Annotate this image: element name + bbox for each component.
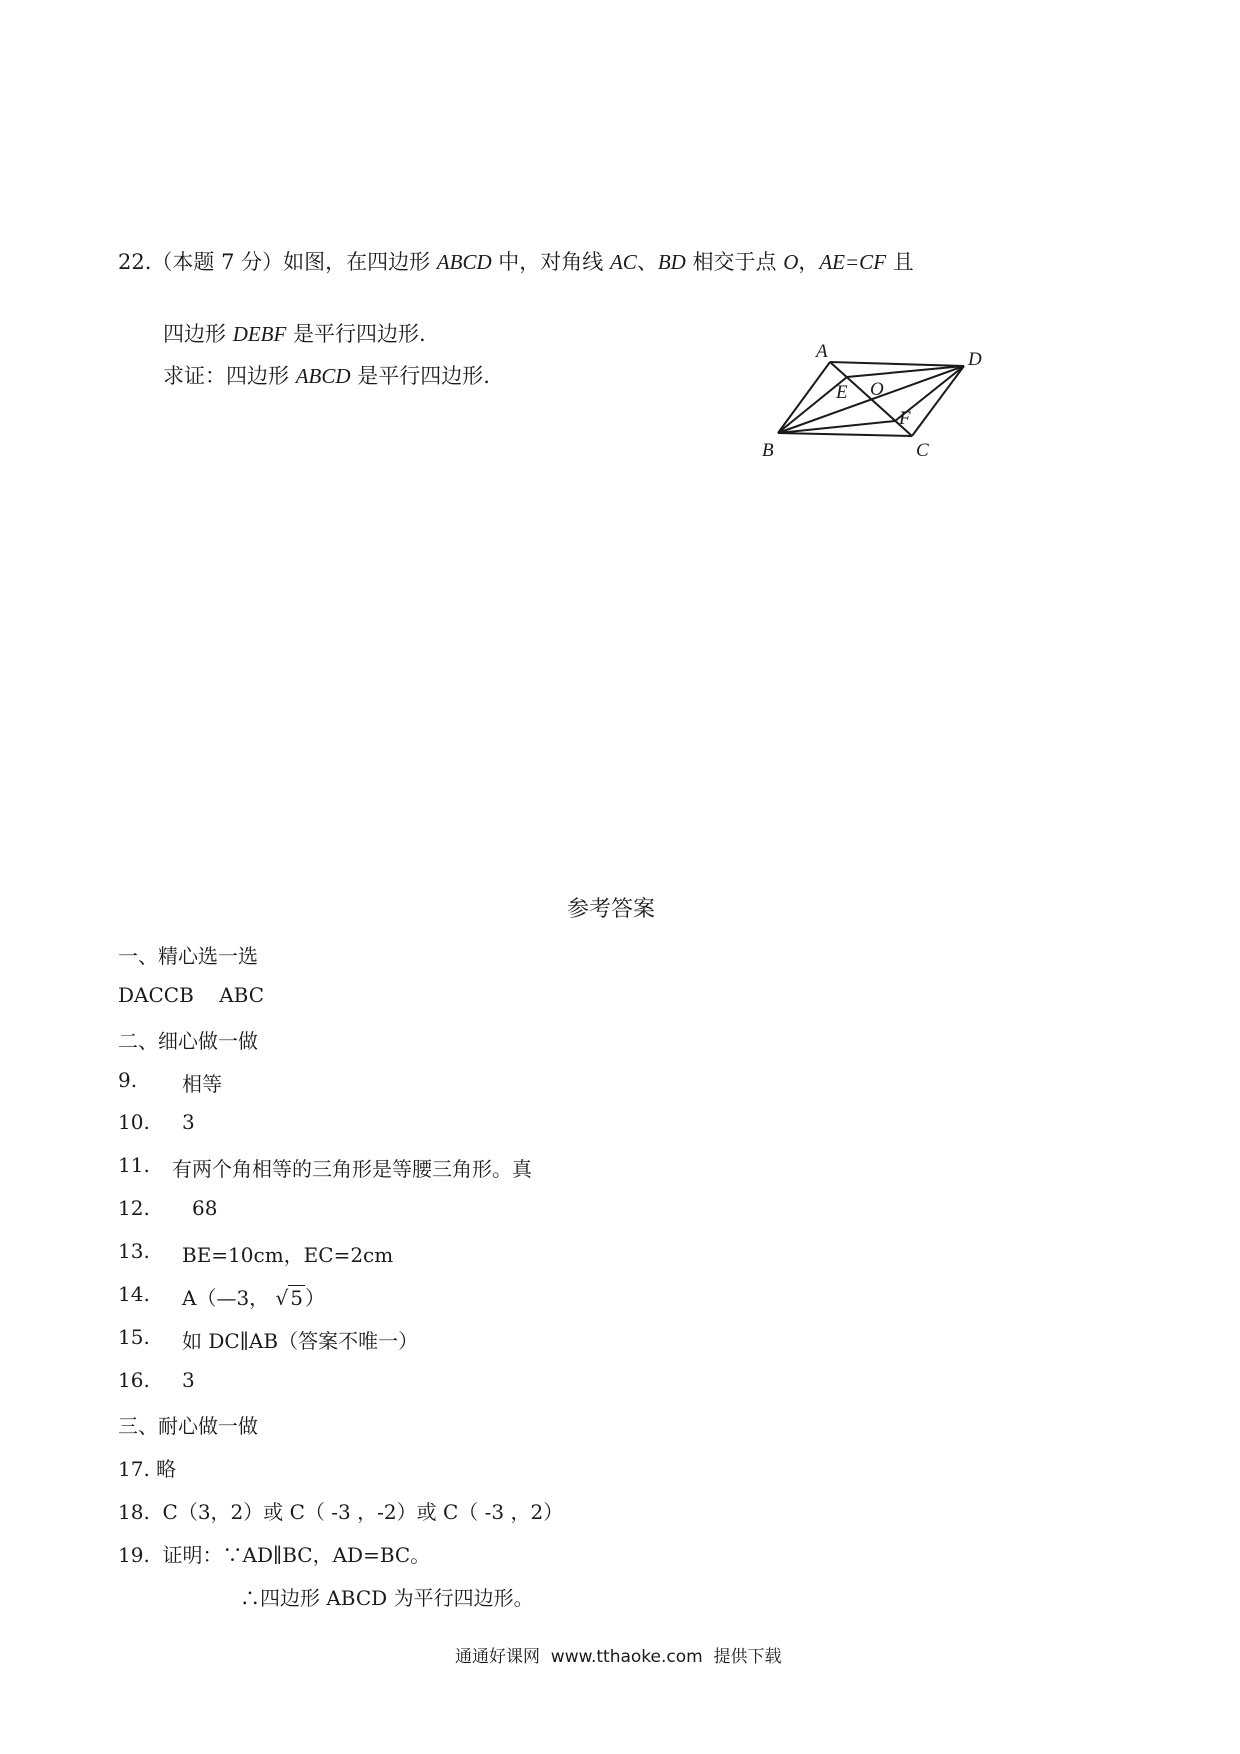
answer-17: 17. 略 [118,1457,177,1481]
answer-text: 3 [182,1110,195,1134]
question-22-line3 [163,360,490,390]
question-22-line1 [118,246,914,276]
answer-number: 12. [118,1196,150,1220]
q22-ae-cf: AE=CF [819,250,887,274]
q22-text: 中，对角线 [491,250,610,274]
answer-item [118,1110,195,1134]
answer-item [118,1153,532,1181]
q22-abcd: ABCD [436,250,492,274]
q22-abcd: ABCD [295,364,351,388]
section-2-heading: 二、细心做一做 [118,1029,258,1053]
q22-text: 四边形 [163,322,233,346]
answer-text: 相等 [182,1072,222,1096]
answer-text [182,1282,325,1311]
edge-cb [778,433,912,436]
answer-item [118,1282,326,1310]
label-a: A [816,341,828,362]
answer-item [118,1196,218,1220]
answer-number: 13. [118,1239,150,1263]
question-22-line2 [163,318,426,348]
label-e: E [836,382,848,403]
q22-sep: 、 [636,250,658,274]
label-d: D [968,349,982,370]
answer-text: 如 DC∥AB（答案不唯一） [182,1329,419,1353]
answers-title: 参考答案 [567,897,656,922]
answer-item [118,1368,195,1392]
answer-number: 9. [118,1068,138,1092]
answer-number: 16. [118,1368,150,1392]
answer-item [118,1239,394,1267]
q22-text: 22.（本题 7 分）如图，在四边形 [118,250,437,274]
q22-ac: AC [609,250,637,274]
sqrt-radicand: 5 [290,1286,304,1310]
q22-text: 相交于点 [685,250,784,274]
edge-ad [830,362,964,366]
answer-item [118,1068,222,1096]
answer-number: 11. [118,1153,150,1177]
q22-debf: DEBF [232,322,287,346]
section-3-heading: 三、耐心做一做 [118,1414,258,1438]
answer-text: 有两个角相等的三角形是等腰三角形。真 [172,1157,532,1181]
q22-bd: BD [657,250,686,274]
label-o: O [870,379,884,400]
answer-text: 68 [192,1196,218,1220]
answer-item [118,1325,419,1353]
answer-text-suffix: ） [305,1286,326,1310]
answer-number: 10. [118,1110,150,1134]
footer-text: 通通好课网 www.tthaoke.com 提供下载 [455,1647,782,1667]
q22-comma: ， [798,250,820,274]
parallelogram-figure [752,340,1002,460]
answer-text: 3 [182,1368,195,1392]
answer-19-line2: ∴四边形 ABCD 为平行四边形。 [240,1586,534,1610]
q22-text: 求证：四边形 [163,364,296,388]
label-c: C [916,440,929,460]
answer-18: 18. C（3，2）或 C（ -3 ，-2）或 C（ -3 ，2） [118,1500,564,1524]
section-1-heading: 一、精心选一选 [118,944,258,968]
q22-o: O [783,250,799,274]
answer-number: 15. [118,1325,150,1349]
q22-text: 是平行四边形. [286,322,426,346]
label-b: B [762,440,774,460]
answer-text: BE=10cm，EC=2cm [182,1243,394,1267]
label-f: F [899,408,911,429]
answer-number: 14. [118,1282,150,1306]
q22-text: 且 [886,250,914,274]
q22-text: 是平行四边形. [350,364,490,388]
sqrt-symbol: √ 5 [275,1286,304,1310]
choice-answers: DACCB ABC [118,983,265,1007]
answer-19-line1: 19. 证明：∵AD∥BC，AD=BC。 [118,1543,431,1567]
answer-text-prefix: A（—3， [182,1286,270,1310]
